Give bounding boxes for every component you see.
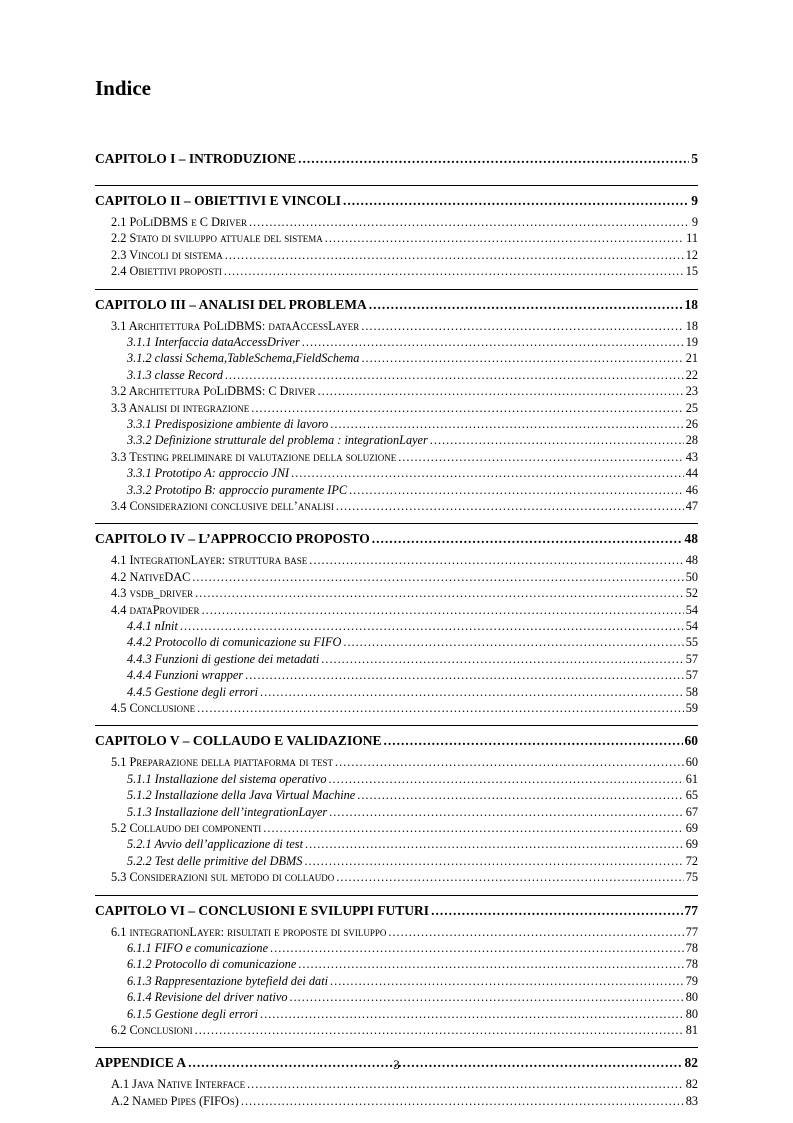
toc-entry-page: 82 — [685, 1077, 698, 1092]
toc-section-entry[interactable] — [95, 433, 698, 448]
toc-entry-label: 3.1.2 classi Schema,TableSchema,FieldSchema — [127, 351, 360, 366]
toc-section-entry[interactable] — [95, 319, 698, 334]
toc-entry-label: A.2 Named Pipes (FIFOs) — [111, 1093, 239, 1108]
chapter-divider — [95, 289, 698, 290]
toc-leader-dots — [328, 772, 683, 787]
toc-entry-page: 80 — [685, 1006, 698, 1021]
toc-leader-dots — [330, 974, 684, 989]
toc-entry-page: 72 — [685, 853, 698, 868]
toc-entry-page: 9 — [691, 215, 698, 229]
toc-leader-dots — [343, 193, 689, 209]
toc-entry-label: 6.1.2 Protocollo di comunicazione — [127, 957, 297, 972]
toc-entry-page: 48 — [685, 553, 698, 568]
toc-chapter-entry[interactable] — [95, 193, 698, 209]
toc-section-entry[interactable] — [95, 821, 698, 836]
toc-entry-page: 52 — [685, 586, 698, 601]
toc-leader-dots — [298, 151, 689, 167]
toc-section-entry[interactable] — [95, 870, 698, 885]
toc-entry-page: 77 — [684, 902, 698, 918]
toc-section-entry[interactable] — [95, 805, 698, 820]
toc-entry-page: 75 — [685, 870, 698, 885]
toc-leader-dots — [302, 335, 684, 350]
toc-entry-page: 57 — [685, 651, 698, 666]
toc-leader-dots — [260, 685, 684, 700]
toc-entry-page: 69 — [685, 837, 698, 852]
toc-section-entry[interactable] — [95, 788, 698, 803]
toc-entry-label: 4.4.2 Protocollo di comunicazione su FIFO — [127, 635, 342, 650]
toc-entry-label: 2.4 Obiettivi proposti — [111, 264, 222, 279]
toc-chapter-entry[interactable] — [95, 297, 698, 313]
toc-leader-dots — [304, 854, 683, 869]
toc-leader-dots — [361, 351, 683, 366]
toc-section-entry[interactable] — [95, 619, 698, 634]
toc-leader-dots — [249, 215, 690, 230]
toc-leader-dots — [224, 264, 684, 279]
toc-leader-dots — [430, 433, 684, 448]
toc-leader-dots — [305, 837, 684, 852]
toc-leader-dots — [349, 483, 684, 498]
toc-section-entry[interactable] — [95, 335, 698, 350]
toc-section-entry[interactable] — [95, 974, 698, 989]
chapter-divider — [95, 523, 698, 524]
toc-leader-dots — [309, 553, 683, 568]
toc-leader-dots — [343, 635, 683, 650]
toc-entry-page: 58 — [685, 684, 698, 699]
toc-leader-dots — [247, 1077, 684, 1092]
toc-entry-label: 4.5 Conclusione — [111, 701, 196, 715]
toc-entry-page: 43 — [685, 449, 698, 464]
toc-entry-label: CAPITOLO I – INTRODUZIONE — [95, 151, 297, 166]
toc-entry-page: 54 — [685, 619, 698, 633]
toc-entry-label: CAPITOLO IV – L’APPROCCIO PROPOSTO — [95, 531, 370, 547]
toc-entry-page: 61 — [685, 771, 698, 786]
table-of-contents — [95, 0, 698, 1108]
toc-leader-dots — [195, 1023, 684, 1038]
toc-entry-label: 5.2 Collaudo dei componenti — [111, 821, 262, 835]
toc-leader-dots — [336, 870, 683, 885]
toc-entry-label: 3.3.2 Prototipo B: approccio puramente IPC — [127, 482, 348, 497]
toc-leader-dots — [335, 755, 684, 770]
toc-leader-dots — [251, 401, 683, 416]
toc-entry-label: APPENDICE A — [95, 1055, 187, 1071]
toc-entry-page: 21 — [685, 351, 698, 366]
toc-leader-dots — [398, 450, 684, 465]
chapter-divider — [95, 895, 698, 896]
toc-section-entry[interactable] — [95, 990, 698, 1005]
toc-leader-dots — [202, 603, 684, 618]
toc-entry-page: 44 — [685, 466, 698, 481]
toc-section-entry[interactable] — [95, 1094, 698, 1109]
toc-section-entry[interactable] — [95, 499, 698, 514]
toc-entry-page: 19 — [685, 335, 698, 349]
toc-entry-label: 4.4 dataProvider — [111, 602, 200, 617]
toc-leader-dots — [225, 248, 684, 263]
toc-entry-label: 3.1.3 classe Record — [127, 367, 223, 382]
toc-section-entry[interactable] — [95, 685, 698, 700]
toc-leader-dots — [263, 821, 683, 836]
toc-section-entry[interactable] — [95, 384, 698, 399]
toc-leader-dots — [388, 925, 683, 940]
toc-leader-dots — [369, 297, 683, 313]
toc-leader-dots — [270, 941, 684, 956]
toc-entry-page: 82 — [684, 1055, 698, 1071]
toc-entry-page: 23 — [685, 384, 698, 399]
toc-entry-label: A.1 Java Native Interface — [111, 1077, 246, 1092]
toc-entry-label: 6.1.4 Revisione del driver nativo — [127, 990, 288, 1005]
toc-entry-label: CAPITOLO II – OBIETTIVI E VINCOLI — [95, 193, 341, 208]
toc-entry-label: 4.2 NativeDAC — [111, 569, 191, 584]
toc-leader-dots — [197, 701, 684, 716]
toc-entry-label: 3.3 Analisi di integrazione — [111, 400, 250, 415]
toc-leader-dots — [357, 788, 683, 803]
toc-leader-dots — [361, 319, 683, 334]
toc-leader-dots — [245, 668, 684, 683]
chapter-divider — [95, 1047, 698, 1048]
page-number: 3 — [393, 1057, 400, 1072]
toc-entry-label: CAPITOLO III – ANALISI DEL PROBLEMA — [95, 296, 367, 312]
toc-entry-label: 3.3.2 Definizione strutturale del problema : integrationLayer — [127, 433, 428, 448]
toc-entry-label: 2.1 PoLiDBMS e C Driver — [111, 215, 247, 229]
toc-entry-label: 5.2.2 Test delle primitive del DBMS — [127, 853, 303, 868]
toc-entry-page: 83 — [685, 1093, 698, 1108]
toc-section-entry[interactable] — [95, 652, 698, 667]
toc-section-entry[interactable] — [95, 248, 698, 263]
toc-entry-label: 5.3 Considerazioni sul metodo di collaudo — [111, 870, 335, 885]
toc-entry-label: 3.3.1 Prototipo A: approccio JNI — [127, 466, 290, 481]
toc-leader-dots — [225, 368, 684, 383]
toc-section-entry[interactable] — [95, 854, 698, 869]
toc-entry-label: 5.1.2 Installazione della Java Virtual Machine — [127, 788, 356, 803]
toc-entry-label: 5.1.3 Installazione dell’integrationLayer — [127, 804, 328, 819]
toc-leader-dots — [241, 1094, 684, 1109]
toc-entry-page: 79 — [685, 973, 698, 988]
toc-section-entry[interactable] — [95, 368, 698, 383]
toc-section-entry[interactable] — [95, 701, 698, 716]
toc-entry-label: 6.2 Conclusioni — [111, 1023, 193, 1037]
toc-entry-label: 4.1 IntegrationLayer: struttura base — [111, 553, 308, 568]
toc-entry-page: 9 — [691, 193, 698, 208]
toc-entry-page: 65 — [685, 788, 698, 803]
toc-entry-label: 6.1.3 Rappresentazione bytefield dei dati — [127, 973, 329, 988]
toc-chapter-entry[interactable] — [95, 733, 698, 749]
toc-section-entry[interactable] — [95, 668, 698, 683]
toc-entry-label: 5.1.1 Installazione del sistema operativo — [127, 771, 327, 786]
toc-leader-dots — [291, 466, 684, 481]
toc-leader-dots — [431, 903, 682, 919]
toc-leader-dots — [298, 957, 683, 972]
toc-entry-page: 18 — [685, 318, 698, 333]
toc-leader-dots — [180, 619, 684, 634]
toc-entry-label: 3.1 Architettura PoLiDBMS: dataAccessLayer — [111, 318, 360, 333]
toc-section-entry[interactable] — [95, 231, 698, 246]
toc-entry-page: 5 — [691, 151, 698, 166]
toc-entry-label: 5.1 Preparazione della piattaforma di test — [111, 755, 334, 770]
toc-section-entry[interactable] — [95, 772, 698, 787]
toc-entry-page: 59 — [685, 701, 698, 715]
toc-entry-label: 6.1.5 Gestione degli errori — [127, 1006, 259, 1021]
toc-section-entry[interactable] — [95, 603, 698, 618]
toc-chapter-entry[interactable] — [95, 151, 698, 167]
toc-leader-dots — [336, 499, 684, 514]
toc-section-entry[interactable] — [95, 417, 698, 432]
toc-entry-label: 3.3.1 Predisposizione ambiente di lavoro — [127, 417, 329, 431]
toc-entry-label: 4.4.4 Funzioni wrapper — [127, 668, 244, 683]
toc-leader-dots — [330, 417, 683, 432]
toc-leader-dots — [260, 1007, 684, 1022]
toc-entry-label: 3.2 Architettura PoLiDBMS: C Driver — [111, 384, 316, 399]
toc-section-entry[interactable] — [95, 1023, 698, 1038]
toc-entry-label: 4.3 vsdb_driver — [111, 586, 194, 601]
toc-leader-dots — [321, 652, 683, 667]
toc-entry-page: 12 — [685, 247, 698, 262]
toc-leader-dots — [192, 570, 683, 585]
toc-entry-page: 11 — [686, 231, 698, 246]
toc-entry-label: CAPITOLO V – COLLAUDO E VALIDAZIONE — [95, 733, 382, 749]
toc-section-entry[interactable] — [95, 1007, 698, 1022]
page-title: Indice — [95, 76, 152, 100]
toc-section-entry[interactable] — [95, 925, 698, 940]
toc-section-entry[interactable] — [95, 586, 698, 601]
toc-entry-page: 47 — [685, 499, 698, 513]
toc-entry-page: 80 — [685, 990, 698, 1005]
toc-leader-dots — [325, 231, 684, 246]
toc-entry-label: 3.1.1 Interfaccia dataAccessDriver — [127, 335, 300, 349]
toc-entry-label: 6.1.1 FIFO e comunicazione — [127, 941, 269, 955]
toc-entry-page: 22 — [685, 367, 698, 382]
toc-entry-page: 57 — [685, 668, 698, 683]
toc-entry-page: 26 — [685, 417, 698, 431]
toc-leader-dots — [329, 805, 684, 820]
toc-leader-dots — [372, 531, 683, 547]
toc-entry-page: 60 — [684, 733, 698, 749]
toc-section-entry[interactable] — [95, 941, 698, 956]
toc-entry-page: 50 — [685, 569, 698, 584]
toc-entry-label: 3.4 Considerazioni conclusive dell’analisi — [111, 499, 334, 513]
toc-entry-page: 78 — [685, 957, 698, 972]
toc-entry-label: 2.3 Vincoli di sistema — [111, 247, 223, 262]
toc-leader-dots — [383, 733, 682, 749]
toc-entry-label: 4.4.3 Funzioni di gestione dei metadati — [127, 651, 320, 666]
toc-leader-dots — [290, 990, 684, 1005]
toc-entry-label: 4.4.5 Gestione degli errori — [127, 684, 259, 699]
toc-chapter-entry[interactable] — [95, 531, 698, 547]
toc-entry-label: 6.1 integrationLayer: risultati e proposte di sviluppo — [111, 924, 387, 939]
chapter-divider — [95, 185, 698, 186]
toc-entry-page: 78 — [685, 941, 698, 955]
toc-entry-page: 69 — [685, 821, 698, 835]
toc-entry-page: 46 — [685, 482, 698, 497]
toc-entry-label: 2.2 Stato di sviluppo attuale del sistema — [111, 231, 323, 246]
toc-section-entry[interactable] — [95, 570, 698, 585]
toc-chapter-entry[interactable] — [95, 903, 698, 919]
toc-entry-page: 81 — [685, 1023, 698, 1037]
toc-entry-label: 4.4.1 nInit — [127, 619, 178, 633]
toc-entry-label: 5.2.1 Avvio dell’applicazione di test — [127, 837, 303, 852]
toc-section-entry[interactable] — [95, 837, 698, 852]
toc-section-entry[interactable] — [95, 215, 698, 230]
toc-entry-page: 60 — [685, 755, 698, 770]
toc-section-entry[interactable] — [95, 635, 698, 650]
toc-entry-label: CAPITOLO VI – CONCLUSIONI E SVILUPPI FUTURI — [95, 902, 430, 918]
toc-section-entry[interactable] — [95, 1077, 698, 1092]
toc-entry-page: 55 — [685, 635, 698, 650]
toc-entry-page: 25 — [685, 400, 698, 415]
toc-section-entry[interactable] — [95, 264, 698, 279]
toc-entry-page: 28 — [685, 433, 698, 448]
toc-leader-dots — [195, 586, 684, 601]
toc-section-entry[interactable] — [95, 351, 698, 366]
toc-entry-page: 48 — [684, 531, 698, 547]
toc-section-entry[interactable] — [95, 450, 698, 465]
toc-section-entry[interactable] — [95, 466, 698, 481]
chapter-divider — [95, 725, 698, 726]
toc-section-entry[interactable] — [95, 553, 698, 568]
toc-entry-page: 15 — [685, 264, 698, 279]
toc-entry-label: 3.3 Testing preliminare di valutazione della soluzione — [111, 449, 397, 464]
toc-entry-page: 18 — [684, 296, 698, 312]
toc-entry-page: 54 — [685, 602, 698, 617]
toc-section-entry[interactable] — [95, 401, 698, 416]
toc-entry-page: 77 — [685, 924, 698, 939]
toc-leader-dots — [318, 384, 684, 399]
toc-section-entry[interactable] — [95, 483, 698, 498]
toc-section-entry[interactable] — [95, 957, 698, 972]
toc-entry-page: 67 — [685, 804, 698, 819]
toc-section-entry[interactable] — [95, 755, 698, 770]
